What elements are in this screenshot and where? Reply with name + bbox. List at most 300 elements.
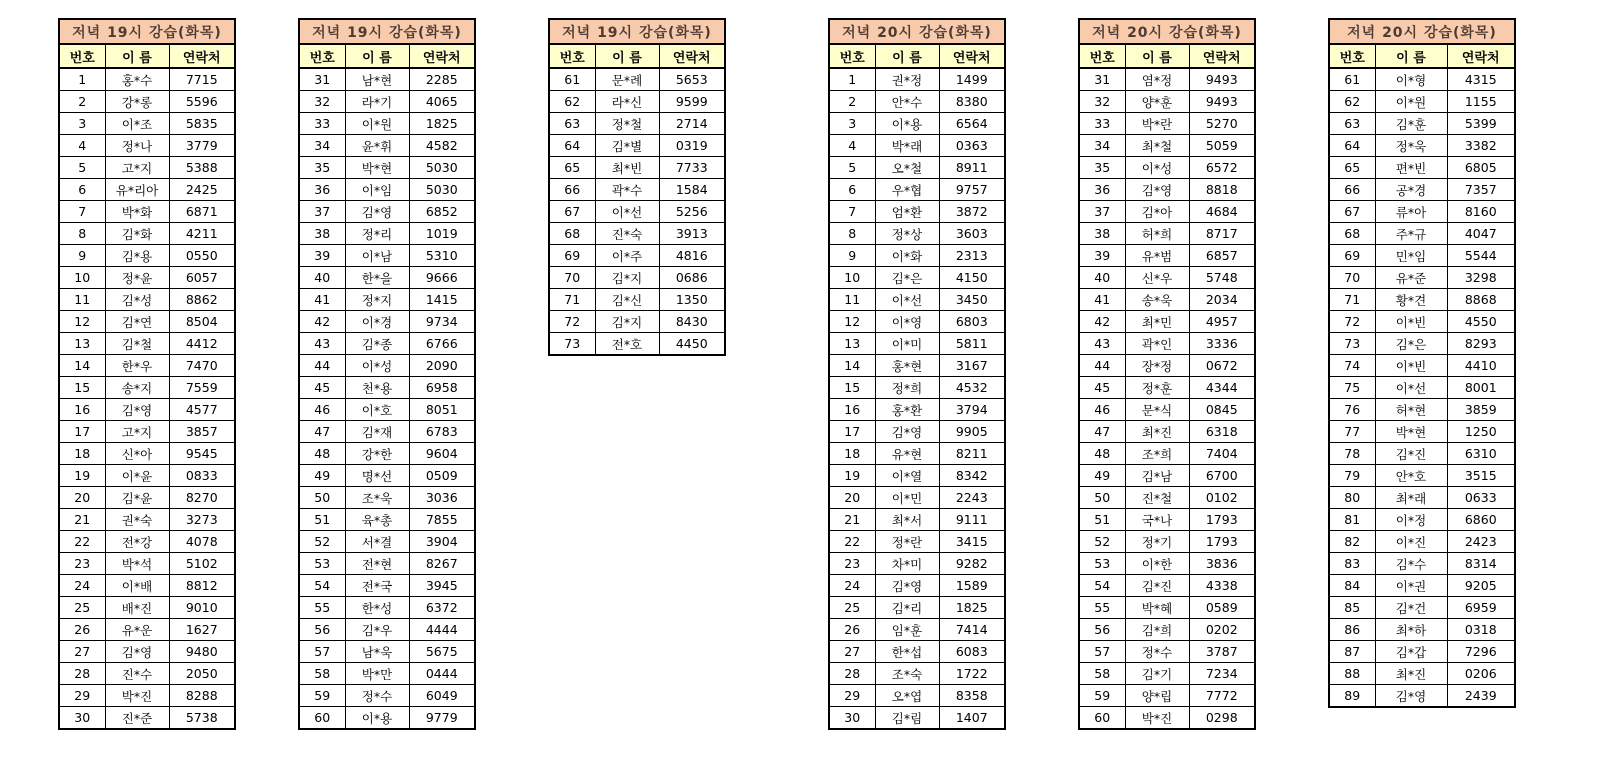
cell-name: 한*을 bbox=[345, 267, 409, 289]
cell-contact: 4078 bbox=[169, 531, 235, 553]
table-row bbox=[829, 91, 1005, 113]
cell-no: 82 bbox=[1329, 531, 1375, 553]
cell-name: 조*희 bbox=[1125, 443, 1189, 465]
cell-name: 김*갑 bbox=[1375, 641, 1447, 663]
cell-name: 민*임 bbox=[1375, 245, 1447, 267]
table-row bbox=[1329, 91, 1515, 113]
cell-contact: 8868 bbox=[1447, 289, 1515, 311]
table-row bbox=[299, 289, 475, 311]
cell-no: 34 bbox=[299, 135, 345, 157]
table-header-row bbox=[299, 44, 475, 68]
cell-name: 김*연 bbox=[105, 311, 169, 333]
cell-name: 강*한 bbox=[345, 443, 409, 465]
cell-name: 한*우 bbox=[105, 355, 169, 377]
table-row bbox=[299, 157, 475, 179]
cell-name: 이*주 bbox=[595, 245, 659, 267]
cell-no: 31 bbox=[1079, 68, 1125, 91]
table-row bbox=[1079, 179, 1255, 201]
cell-contact: 6700 bbox=[1189, 465, 1255, 487]
table-title-row bbox=[299, 19, 475, 44]
col-header-contact: 연락처 bbox=[169, 44, 235, 68]
cell-name: 김*별 bbox=[595, 135, 659, 157]
cell-contact: 5270 bbox=[1189, 113, 1255, 135]
cell-no: 56 bbox=[1079, 619, 1125, 641]
cell-no: 2 bbox=[829, 91, 875, 113]
table-row bbox=[829, 553, 1005, 575]
cell-contact: 4150 bbox=[939, 267, 1005, 289]
cell-contact: 1019 bbox=[409, 223, 475, 245]
cell-contact: 7559 bbox=[169, 377, 235, 399]
table-row bbox=[549, 289, 725, 311]
cell-name: 진*숙 bbox=[595, 223, 659, 245]
cell-no: 38 bbox=[299, 223, 345, 245]
table-row bbox=[1329, 575, 1515, 597]
cell-no: 21 bbox=[829, 509, 875, 531]
cell-name: 우*협 bbox=[875, 179, 939, 201]
cell-no: 25 bbox=[829, 597, 875, 619]
cell-name: 박*혜 bbox=[1125, 597, 1189, 619]
cell-name: 차*미 bbox=[875, 553, 939, 575]
cell-no: 2 bbox=[59, 91, 105, 113]
cell-name: 정*욱 bbox=[1375, 135, 1447, 157]
cell-no: 50 bbox=[1079, 487, 1125, 509]
cell-no: 57 bbox=[1079, 641, 1125, 663]
table-row bbox=[1329, 465, 1515, 487]
cell-contact: 0298 bbox=[1189, 707, 1255, 730]
cell-no: 29 bbox=[829, 685, 875, 707]
cell-name: 이*원 bbox=[345, 113, 409, 135]
cell-contact: 5738 bbox=[169, 707, 235, 730]
table-title: 저녁 19시 강습(화목) bbox=[299, 19, 475, 44]
table-row bbox=[59, 531, 235, 553]
table-header-row bbox=[1329, 44, 1515, 68]
roster-table bbox=[828, 18, 1006, 730]
cell-no: 7 bbox=[829, 201, 875, 223]
cell-contact: 9757 bbox=[939, 179, 1005, 201]
cell-no: 48 bbox=[299, 443, 345, 465]
cell-name: 정*란 bbox=[875, 531, 939, 553]
cell-name: 김*영 bbox=[1375, 685, 1447, 708]
cell-contact: 8358 bbox=[939, 685, 1005, 707]
cell-no: 69 bbox=[1329, 245, 1375, 267]
cell-contact: 3859 bbox=[1447, 399, 1515, 421]
col-header-contact: 연락처 bbox=[659, 44, 725, 68]
table-row bbox=[59, 201, 235, 223]
cell-no: 64 bbox=[1329, 135, 1375, 157]
cell-name: 정*희 bbox=[875, 377, 939, 399]
table-row bbox=[1079, 201, 1255, 223]
table-row bbox=[829, 443, 1005, 465]
table-row bbox=[299, 179, 475, 201]
table-row bbox=[299, 355, 475, 377]
cell-no: 67 bbox=[1329, 201, 1375, 223]
cell-no: 27 bbox=[829, 641, 875, 663]
cell-contact: 2090 bbox=[409, 355, 475, 377]
cell-no: 53 bbox=[299, 553, 345, 575]
cell-contact: 2425 bbox=[169, 179, 235, 201]
cell-name: 김*림 bbox=[875, 707, 939, 730]
cell-no: 20 bbox=[59, 487, 105, 509]
cell-contact: 9666 bbox=[409, 267, 475, 289]
table-row bbox=[299, 685, 475, 707]
cell-name: 허*희 bbox=[1125, 223, 1189, 245]
table-row bbox=[59, 245, 235, 267]
table-row bbox=[1329, 267, 1515, 289]
cell-contact: 1722 bbox=[939, 663, 1005, 685]
table-row bbox=[299, 597, 475, 619]
table-row bbox=[59, 663, 235, 685]
cell-contact: 8812 bbox=[169, 575, 235, 597]
table-header-row bbox=[549, 44, 725, 68]
cell-name: 염*정 bbox=[1125, 68, 1189, 91]
cell-no: 63 bbox=[549, 113, 595, 135]
table-row bbox=[1329, 113, 1515, 135]
cell-no: 66 bbox=[549, 179, 595, 201]
cell-no: 76 bbox=[1329, 399, 1375, 421]
table-row bbox=[59, 333, 235, 355]
table-row bbox=[59, 553, 235, 575]
roster-table bbox=[58, 18, 236, 730]
cell-contact: 2439 bbox=[1447, 685, 1515, 708]
cell-no: 18 bbox=[829, 443, 875, 465]
cell-contact: 5102 bbox=[169, 553, 235, 575]
cell-contact: 0833 bbox=[169, 465, 235, 487]
table-row bbox=[549, 91, 725, 113]
table-row bbox=[1079, 509, 1255, 531]
table-row bbox=[299, 663, 475, 685]
col-header-name: 이 름 bbox=[1375, 44, 1447, 68]
cell-no: 28 bbox=[829, 663, 875, 685]
table-row bbox=[829, 377, 1005, 399]
cell-name: 안*수 bbox=[875, 91, 939, 113]
cell-contact: 0589 bbox=[1189, 597, 1255, 619]
table-row bbox=[829, 663, 1005, 685]
cell-name: 라*신 bbox=[595, 91, 659, 113]
cell-no: 30 bbox=[59, 707, 105, 730]
cell-contact: 7296 bbox=[1447, 641, 1515, 663]
cell-name: 정*기 bbox=[1125, 531, 1189, 553]
cell-no: 36 bbox=[299, 179, 345, 201]
cell-no: 41 bbox=[1079, 289, 1125, 311]
table-row bbox=[299, 201, 475, 223]
cell-no: 40 bbox=[1079, 267, 1125, 289]
cell-name: 김*희 bbox=[1125, 619, 1189, 641]
cell-contact: 8911 bbox=[939, 157, 1005, 179]
cell-contact: 9205 bbox=[1447, 575, 1515, 597]
cell-contact: 1407 bbox=[939, 707, 1005, 730]
cell-no: 8 bbox=[829, 223, 875, 245]
cell-contact: 3415 bbox=[939, 531, 1005, 553]
cell-contact: 6852 bbox=[409, 201, 475, 223]
cell-name: 최*진 bbox=[1375, 663, 1447, 685]
cell-contact: 3336 bbox=[1189, 333, 1255, 355]
cell-name: 편*빈 bbox=[1375, 157, 1447, 179]
cell-name: 이*권 bbox=[1375, 575, 1447, 597]
cell-name: 전*호 bbox=[595, 333, 659, 356]
cell-name: 권*숙 bbox=[105, 509, 169, 531]
cell-no: 72 bbox=[1329, 311, 1375, 333]
cell-name: 김*아 bbox=[1125, 201, 1189, 223]
table-row bbox=[1329, 201, 1515, 223]
cell-name: 이*용 bbox=[875, 113, 939, 135]
table-row bbox=[829, 641, 1005, 663]
cell-contact: 7772 bbox=[1189, 685, 1255, 707]
cell-contact: 3787 bbox=[1189, 641, 1255, 663]
table-row bbox=[1329, 641, 1515, 663]
table-row bbox=[59, 113, 235, 135]
cell-contact: 4338 bbox=[1189, 575, 1255, 597]
cell-no: 39 bbox=[299, 245, 345, 267]
table-row bbox=[299, 333, 475, 355]
cell-no: 46 bbox=[1079, 399, 1125, 421]
table-row bbox=[1079, 355, 1255, 377]
cell-name: 이*호 bbox=[345, 399, 409, 421]
cell-name: 박*만 bbox=[345, 663, 409, 685]
cell-contact: 6318 bbox=[1189, 421, 1255, 443]
cell-name: 정*지 bbox=[345, 289, 409, 311]
cell-contact: 8430 bbox=[659, 311, 725, 333]
cell-no: 49 bbox=[299, 465, 345, 487]
cell-contact: 8717 bbox=[1189, 223, 1255, 245]
cell-name: 김*진 bbox=[1125, 575, 1189, 597]
cell-no: 60 bbox=[1079, 707, 1125, 730]
cell-name: 이*경 bbox=[345, 311, 409, 333]
cell-no: 87 bbox=[1329, 641, 1375, 663]
cell-name: 김*기 bbox=[1125, 663, 1189, 685]
cell-contact: 5544 bbox=[1447, 245, 1515, 267]
cell-name: 박*화 bbox=[105, 201, 169, 223]
col-header-contact: 연락처 bbox=[409, 44, 475, 68]
cell-no: 33 bbox=[1079, 113, 1125, 135]
cell-contact: 5030 bbox=[409, 179, 475, 201]
cell-contact: 2050 bbox=[169, 663, 235, 685]
cell-name: 이*성 bbox=[1125, 157, 1189, 179]
cell-name: 전*국 bbox=[345, 575, 409, 597]
table-row bbox=[1329, 553, 1515, 575]
cell-no: 74 bbox=[1329, 355, 1375, 377]
cell-name: 이*선 bbox=[875, 289, 939, 311]
cell-no: 37 bbox=[299, 201, 345, 223]
cell-no: 27 bbox=[59, 641, 105, 663]
cell-contact: 3904 bbox=[409, 531, 475, 553]
table-row bbox=[1329, 135, 1515, 157]
cell-name: 이*화 bbox=[875, 245, 939, 267]
cell-no: 31 bbox=[299, 68, 345, 91]
col-header-contact: 연락처 bbox=[1189, 44, 1255, 68]
cell-contact: 1627 bbox=[169, 619, 235, 641]
cell-contact: 4550 bbox=[1447, 311, 1515, 333]
cell-contact: 5835 bbox=[169, 113, 235, 135]
cell-name: 이*빈 bbox=[1375, 311, 1447, 333]
cell-contact: 4444 bbox=[409, 619, 475, 641]
cell-name: 박*래 bbox=[875, 135, 939, 157]
table-row bbox=[299, 707, 475, 730]
cell-contact: 5030 bbox=[409, 157, 475, 179]
cell-contact: 4211 bbox=[169, 223, 235, 245]
cell-contact: 9480 bbox=[169, 641, 235, 663]
cell-contact: 0444 bbox=[409, 663, 475, 685]
table-row bbox=[1329, 443, 1515, 465]
cell-contact: 3515 bbox=[1447, 465, 1515, 487]
cell-name: 조*숙 bbox=[875, 663, 939, 685]
cell-contact: 1250 bbox=[1447, 421, 1515, 443]
cell-no: 81 bbox=[1329, 509, 1375, 531]
cell-name: 유*범 bbox=[1125, 245, 1189, 267]
table-row bbox=[1329, 619, 1515, 641]
cell-name: 최*철 bbox=[1125, 135, 1189, 157]
cell-contact: 6783 bbox=[409, 421, 475, 443]
cell-contact: 0363 bbox=[939, 135, 1005, 157]
cell-contact: 9905 bbox=[939, 421, 1005, 443]
cell-name: 김*리 bbox=[875, 597, 939, 619]
cell-contact: 6860 bbox=[1447, 509, 1515, 531]
cell-contact: 3913 bbox=[659, 223, 725, 245]
cell-name: 육*총 bbox=[345, 509, 409, 531]
cell-no: 7 bbox=[59, 201, 105, 223]
cell-contact: 1155 bbox=[1447, 91, 1515, 113]
cell-name: 유*현 bbox=[875, 443, 939, 465]
col-header-no: 번호 bbox=[1329, 44, 1375, 68]
cell-contact: 5059 bbox=[1189, 135, 1255, 157]
cell-contact: 4065 bbox=[409, 91, 475, 113]
cell-no: 40 bbox=[299, 267, 345, 289]
cell-no: 64 bbox=[549, 135, 595, 157]
cell-contact: 4816 bbox=[659, 245, 725, 267]
cell-no: 43 bbox=[1079, 333, 1125, 355]
table-row bbox=[59, 421, 235, 443]
cell-contact: 3603 bbox=[939, 223, 1005, 245]
cell-name: 안*호 bbox=[1375, 465, 1447, 487]
cell-no: 55 bbox=[1079, 597, 1125, 619]
table-row bbox=[1079, 91, 1255, 113]
table-row bbox=[299, 465, 475, 487]
cell-contact: 1415 bbox=[409, 289, 475, 311]
cell-name: 정*훈 bbox=[1125, 377, 1189, 399]
table-row bbox=[549, 333, 725, 356]
cell-no: 22 bbox=[829, 531, 875, 553]
cell-name: 정*수 bbox=[1125, 641, 1189, 663]
cell-contact: 6766 bbox=[409, 333, 475, 355]
table-row bbox=[1329, 487, 1515, 509]
cell-name: 정*리 bbox=[345, 223, 409, 245]
cell-no: 89 bbox=[1329, 685, 1375, 708]
cell-name: 남*현 bbox=[345, 68, 409, 91]
table-row bbox=[1329, 179, 1515, 201]
cell-name: 진*철 bbox=[1125, 487, 1189, 509]
table-row bbox=[59, 135, 235, 157]
cell-name: 김*은 bbox=[1375, 333, 1447, 355]
table-row bbox=[299, 641, 475, 663]
table-row bbox=[59, 575, 235, 597]
table-row bbox=[1079, 597, 1255, 619]
cell-contact: 4450 bbox=[659, 333, 725, 356]
roster-table bbox=[548, 18, 726, 356]
cell-no: 73 bbox=[1329, 333, 1375, 355]
cell-name: 최*래 bbox=[1375, 487, 1447, 509]
col-header-name: 이 름 bbox=[595, 44, 659, 68]
cell-contact: 1793 bbox=[1189, 509, 1255, 531]
cell-no: 12 bbox=[59, 311, 105, 333]
cell-name: 최*빈 bbox=[595, 157, 659, 179]
cell-name: 윤*휘 bbox=[345, 135, 409, 157]
cell-no: 1 bbox=[59, 68, 105, 91]
cell-contact: 3857 bbox=[169, 421, 235, 443]
cell-name: 이*남 bbox=[345, 245, 409, 267]
cell-contact: 1825 bbox=[409, 113, 475, 135]
cell-no: 19 bbox=[59, 465, 105, 487]
table-header-row bbox=[829, 44, 1005, 68]
cell-name: 배*진 bbox=[105, 597, 169, 619]
cell-no: 8 bbox=[59, 223, 105, 245]
cell-contact: 9010 bbox=[169, 597, 235, 619]
cell-name: 이*윤 bbox=[105, 465, 169, 487]
cell-contact: 1584 bbox=[659, 179, 725, 201]
cell-contact: 7357 bbox=[1447, 179, 1515, 201]
cell-no: 15 bbox=[59, 377, 105, 399]
table-row bbox=[59, 597, 235, 619]
cell-no: 13 bbox=[829, 333, 875, 355]
cell-no: 29 bbox=[59, 685, 105, 707]
cell-name: 유*운 bbox=[105, 619, 169, 641]
cell-no: 26 bbox=[829, 619, 875, 641]
cell-contact: 4684 bbox=[1189, 201, 1255, 223]
table-row bbox=[59, 487, 235, 509]
cell-contact: 5748 bbox=[1189, 267, 1255, 289]
cell-no: 18 bbox=[59, 443, 105, 465]
table-title-row bbox=[1079, 19, 1255, 44]
table-row bbox=[1079, 68, 1255, 91]
cell-contact: 4344 bbox=[1189, 377, 1255, 399]
cell-contact: 7234 bbox=[1189, 663, 1255, 685]
cell-no: 43 bbox=[299, 333, 345, 355]
table-row bbox=[299, 509, 475, 531]
cell-no: 58 bbox=[1079, 663, 1125, 685]
table-row bbox=[1079, 553, 1255, 575]
table-header-row bbox=[1079, 44, 1255, 68]
cell-contact: 0102 bbox=[1189, 487, 1255, 509]
cell-name: 국*나 bbox=[1125, 509, 1189, 531]
cell-no: 33 bbox=[299, 113, 345, 135]
cell-no: 85 bbox=[1329, 597, 1375, 619]
cell-no: 9 bbox=[829, 245, 875, 267]
table-row bbox=[299, 531, 475, 553]
cell-no: 49 bbox=[1079, 465, 1125, 487]
cell-no: 48 bbox=[1079, 443, 1125, 465]
table-row bbox=[1329, 685, 1515, 708]
table-row bbox=[1079, 245, 1255, 267]
table-row bbox=[1329, 68, 1515, 91]
cell-no: 37 bbox=[1079, 201, 1125, 223]
col-header-name: 이 름 bbox=[105, 44, 169, 68]
table-row bbox=[1079, 333, 1255, 355]
cell-no: 61 bbox=[1329, 68, 1375, 91]
table-row bbox=[1329, 399, 1515, 421]
cell-contact: 8862 bbox=[169, 289, 235, 311]
cell-contact: 6803 bbox=[939, 311, 1005, 333]
cell-no: 51 bbox=[1079, 509, 1125, 531]
cell-contact: 1589 bbox=[939, 575, 1005, 597]
cell-contact: 7414 bbox=[939, 619, 1005, 641]
cell-name: 홍*환 bbox=[875, 399, 939, 421]
cell-name: 이*선 bbox=[1375, 377, 1447, 399]
cell-contact: 5675 bbox=[409, 641, 475, 663]
col-header-no: 번호 bbox=[1079, 44, 1125, 68]
cell-contact: 6572 bbox=[1189, 157, 1255, 179]
cell-contact: 8288 bbox=[169, 685, 235, 707]
table-row bbox=[59, 641, 235, 663]
cell-name: 엄*환 bbox=[875, 201, 939, 223]
cell-contact: 9599 bbox=[659, 91, 725, 113]
